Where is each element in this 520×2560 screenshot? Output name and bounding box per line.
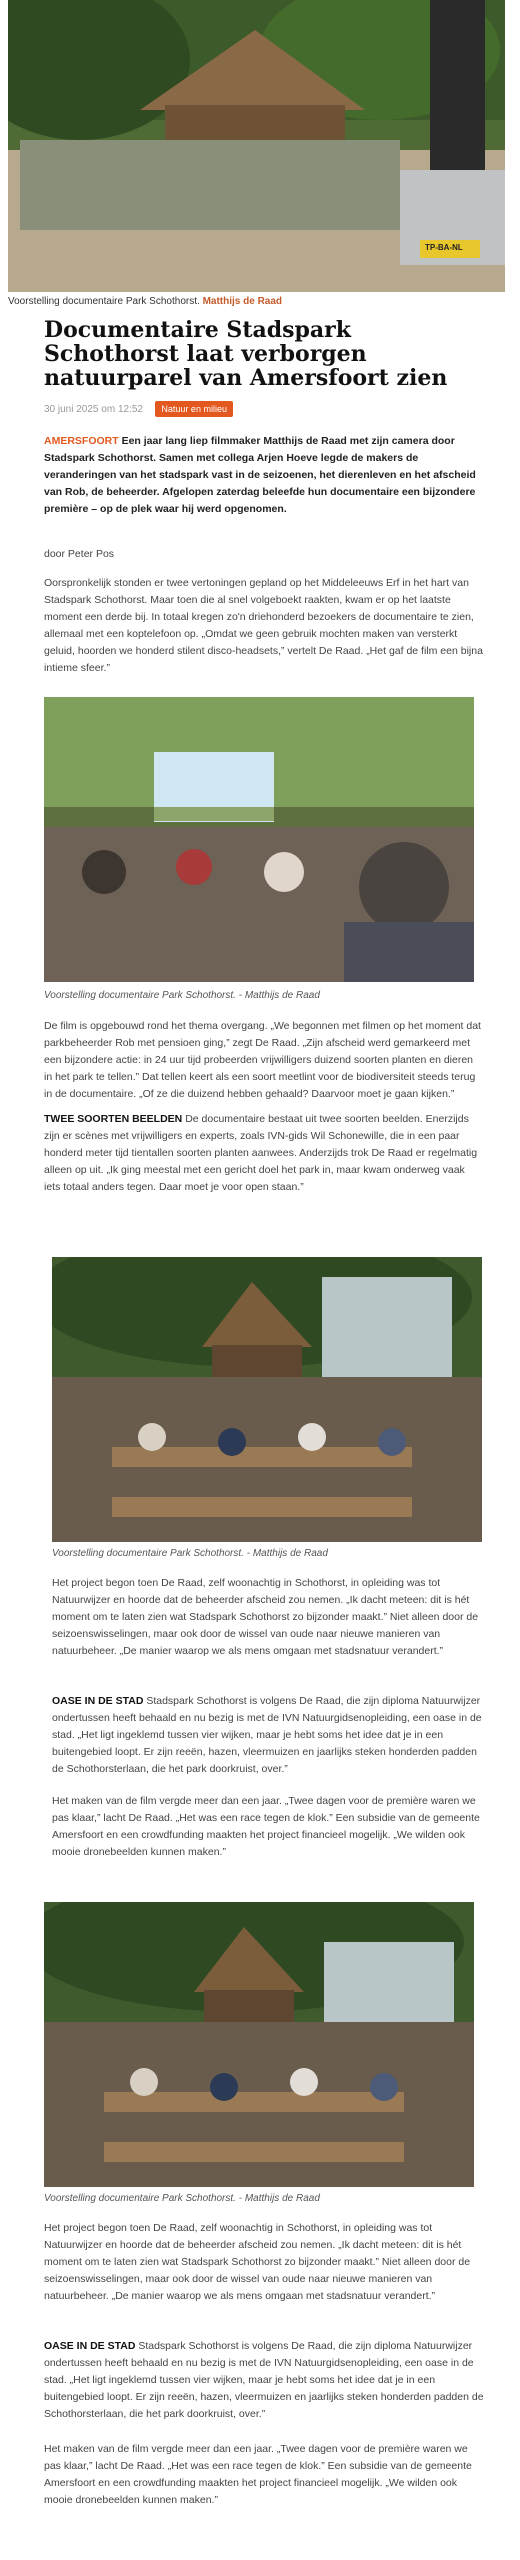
byline: door Peter Pos [44, 548, 115, 560]
page-title: Documentaire Stadspark Schothorst laat verborgen natuurparel van Amersfoort zien [44, 317, 448, 391]
lead-place: AMERSFOORT [44, 435, 119, 447]
paragraph-7: Het project begon toen De Raad, zelf woonachtig in Schothorst, in opleiding was tot Natuurwijzer en hoorde dat de beheerder afscheid zou nemen. „Ik dacht meteen: dit is hét moment om te laten zien wat Stadspark Schothorst zo bijzonder maakt.” Niet alleen door de seizoenswisselingen, maar ook door de wissel van oude naar nieuwe manieren van natuurbeheer. „De manier waarop we als mens omgaan met stadsnatuur verandert.” [44, 2222, 471, 2302]
image-2-caption: Voorstelling documentaire Park Schothorst. - Matthijs de Raad [52, 1548, 328, 1559]
paragraph-4: Het project begon toen De Raad, zelf woonachtig in Schothorst, in opleiding was tot Natuurwijzer en hoorde dat de beheerder afscheid zou nemen. „Ik dacht meteen: dit is hét moment om te laten zien wat Stadspark Schothorst zo bijzonder maakt.” Niet alleen door de seizoenswisselingen, maar ook door de wissel van oude naar nieuwe manieren van natuurbeheer. „De manier waarop we als mens omgaan met stadsnatuur verandert.” [52, 1577, 479, 1657]
paragraph-8 [44, 2338, 484, 2423]
article-lead [44, 433, 484, 518]
article-photo-1 [44, 697, 474, 982]
lead-text: Een jaar lang liep filmmaker Matthijs de Raad met zijn camera door Stadspark Schothorst. Samen met collega Arjen Hoeve legde de makers de veranderingen van het stadspark vast in de seizoenen, het dierenleven en het afscheid van Rob, de beheerder. Afgelopen zaterdag beleefde hun documentaire een bijzondere première – op de plek waar hij werd opgenomen. [44, 435, 476, 515]
license-plate: TP-BA-NL [425, 243, 463, 252]
paragraph-8-text: Stadspark Schothorst is volgens De Raad, die zijn diploma Natuurwijzer ondertussen heeft behaald en nu bezig is met de IVN Natuurgidsenopleiding, een oase in de stad. „Het ligt ingeklemd tussen vier wijken, maar je hebt soms het idee dat je in een buitengebied loopt. Er zijn reeën, hazen, vleermuizen en jaarlijks steken honderden padden de Schothorsterlaan, die het park doorkruist, over.” [44, 2340, 484, 2420]
hero-caption-text: Voorstelling documentaire Park Schothorst. [8, 296, 200, 307]
paragraph-9: Het maken van de film vergde meer dan een jaar. „Twee dagen voor de première waren we pas klaar,” lacht De Raad. „Het was een race tegen de klok.” Een subsidie van de gemeente Amersfoort en een crowdfunding maakten het project financieel mogelijk. „We wilden ook mooie dronebeelden kunnen maken.” [44, 2443, 472, 2506]
paragraph-5 [52, 1693, 482, 1778]
article-meta [44, 399, 484, 417]
article-photo-3 [44, 1902, 474, 2187]
paragraph-1: Oorspronkelijk stonden er twee vertoningen gepland op het Middeleeuws Erf in het hart van Stadspark Schothorst. Maar toen die al snel volgeboekt raakten, kwam er op het laatste moment een derde bij. In totaal kregen zo'n driehonderd bezoekers de documentaire te zien, allemaal met een koptelefoon op. „Omdat we geen gebruik mochten maken van versterkt geluid, hoorden we honderd stilent disco-headsets,” vertelt De Raad. „Het gaf de film een bijna intieme sfeer.” [44, 577, 483, 674]
paragraph-6: Het maken van de film vergde meer dan een jaar. „Twee dagen voor de première waren we pas klaar,” lacht De Raad. „Het was een race tegen de klok.” Een subsidie van de gemeente Amersfoort en een crowdfunding maakten het project financieel mogelijk. „We wilden ook mooie dronebeelden kunnen maken.” [52, 1795, 480, 1858]
subhead-oase-1: OASE IN DE STAD [52, 1695, 144, 1707]
category-tag[interactable]: Natuur en milieu [155, 401, 233, 417]
hero-photo [0, 0, 520, 292]
hero-caption [8, 296, 512, 308]
subhead-two-types: TWEE SOORTEN BEELDEN [44, 1113, 183, 1125]
publish-date: 30 juni 2025 om 12:52 [44, 404, 143, 415]
paragraph-3 [44, 1111, 484, 1196]
article-photo-2 [52, 1257, 482, 1542]
image-1-caption: Voorstelling documentaire Park Schothorst. - Matthijs de Raad [44, 990, 320, 1001]
paragraph-5-text: Stadspark Schothorst is volgens De Raad, die zijn diploma Natuurwijzer ondertussen heeft behaald en nu bezig is met de IVN Natuurgidsenopleiding, een oase in de stad. „Het ligt ingeklemd tussen vier wijken, maar je hebt soms het idee dat je in een buitengebied loopt. Er zijn reeën, hazen, vleermuizen en jaarlijks steken honderden padden de Schothorsterlaan, die het park doorkruist, over.” [52, 1695, 482, 1775]
paragraph-3-text: De documentaire bestaat uit twee soorten beelden. Enerzijds zijn er scènes met vrijwilligers en experts, zoals IVN-gids Wil Schonewille, die in een paar honderd meter tijd tientallen soorten planten aanwees. Anderzijds trok De Raad er regelmatig alleen op uit. „Ik ging meestal met een gericht doel het park in, maar kwam onderweg vaak iets totaal anders tegen. Daar moet je voor open staan.” [44, 1113, 478, 1193]
paragraph-2: De film is opgebouwd rond het thema overgang. „We begonnen met filmen op het moment dat parkbeheerder Rob met pensioen ging,” zegt De Raad. „Zijn afscheid werd gemarkeerd met een bijzondere actie: in 24 uur tijd probeerden vrijwilligers duizend soorten planten en dieren in het park te tellen.” Dat tellen keert als een soort meetlint voor de biodiversiteit steeds terug in de documentaire. „Of ze die duizend hebben gehaald? Daarvoor moet je gaan kijken.” [44, 1020, 481, 1100]
image-3-caption: Voorstelling documentaire Park Schothorst. - Matthijs de Raad [44, 2193, 320, 2204]
hero-caption-credit: Matthijs de Raad [202, 296, 283, 307]
subhead-oase-2: OASE IN DE STAD [44, 2340, 136, 2352]
